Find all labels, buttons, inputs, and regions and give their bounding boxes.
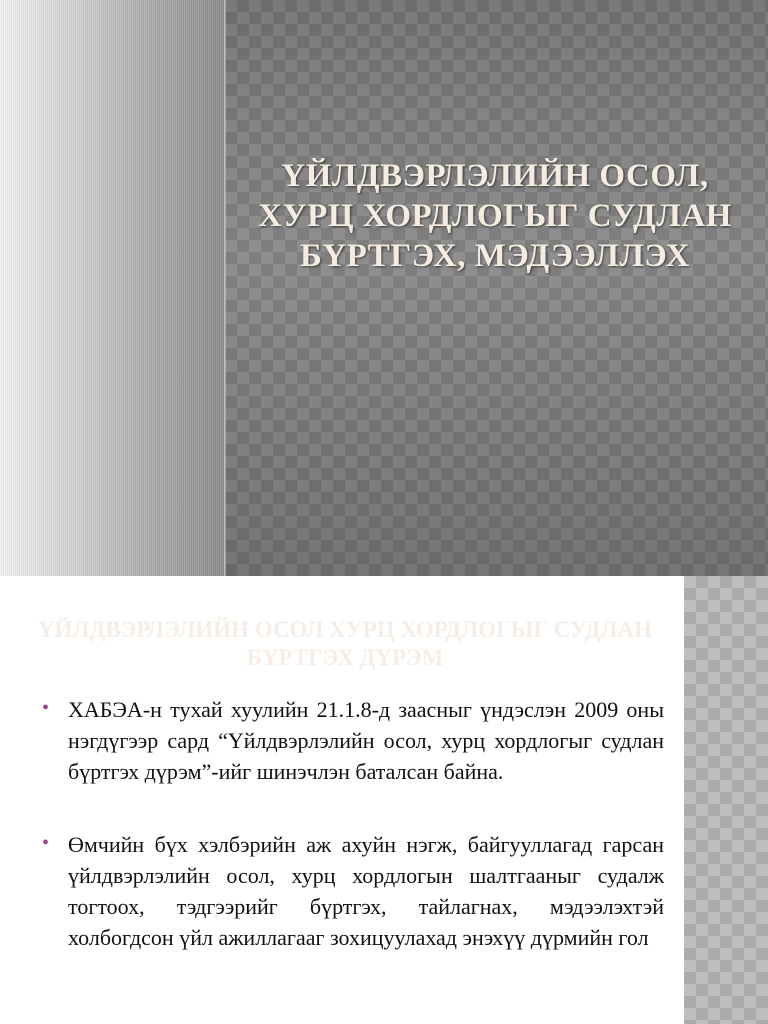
bullet-text: ХАБЭА-н тухай хуулийн 21.1.8-д заасныг үндэслэн 2009 оны нэгдүгээр сард “Үйлдвэрлэлийн осол, хурц хордлогыг судлан бүртгэх дүрэм”-ийг шинэчлэн баталсан байна.: [68, 697, 664, 784]
patterned-right-panel: [225, 0, 768, 576]
list-item: [40, 694, 664, 787]
bullet-icon: •: [42, 832, 50, 854]
bullet-icon: •: [42, 697, 50, 719]
gradient-left-panel: [0, 0, 225, 576]
patterned-side-strip: [684, 576, 768, 1024]
panel-divider: [224, 0, 226, 576]
bullet-text: Өмчийн бүх хэлбэрийн аж ахуйн нэгж, байгууллагад гарсан үйлдвэрлэлийн осол, хурц хордлогын шалтгааныг судалж тогтоох, тэдгээрийг бүртгэх, тайлагнах, мэдээлэхтэй холбогдсон үйл ажиллагааг зохицуулахад энэхүү дүрмийн гол: [68, 832, 664, 950]
bullet-list: [40, 694, 664, 995]
list-item: [40, 829, 664, 953]
content-slide: [0, 576, 768, 1024]
slide1-title: ҮЙЛДВЭРЛЭЛИЙН ОСОЛ, ХУРЦ ХОРДЛОГЫГ СУДЛАН БҮРТГЭХ, МЭДЭЭЛЛЭХ: [258, 158, 732, 274]
slide2-title: ҮЙЛДВЭРЛЭЛИЙН ОСОЛ ХУРЦ ХОРДЛОГЫГ СУДЛАН БҮРТГЭХ ДҮРЭМ: [37, 617, 653, 670]
